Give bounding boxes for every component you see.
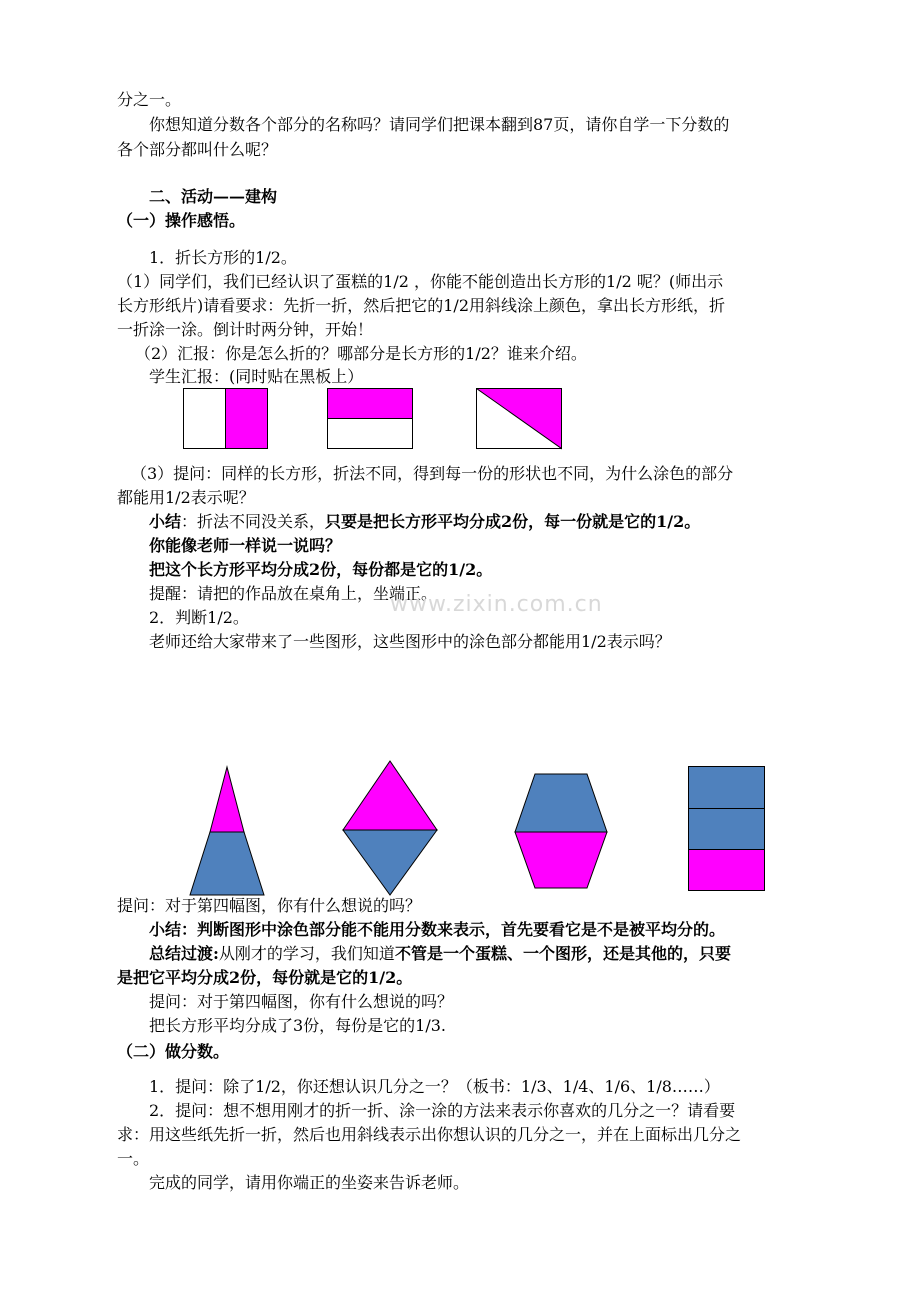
rhombus-figure [340,759,440,897]
summary-line: 小结：判断图形中涂色部分能不能用分数来表示，首先要看它是不是被平均分的。 [149,920,726,939]
text-line: 把长方形平均分成了3份，每份是它的1/3. [149,1016,447,1035]
text-line: 求：用这些纸先折一折，然后也用斜线表示出你想认识的几分之一，并在上面标出几分之 [117,1125,742,1144]
text-line: 都能用1/2表示呢？ [117,488,255,507]
text-line: 提问：对于第四幅图，你有什么想说的吗？ [117,896,422,915]
summary-bold-text: 只要是把长方形平均分成2份，每一份就是它的1/2。 [325,512,701,531]
text-line: 一。 [117,1149,150,1168]
text-line: 1．提问：除了1/2，你还想认识几分之一？（板书：1/3、1/4、1/6、1/8……） [149,1077,720,1096]
text-line: 提问：对于第四幅图，你有什么想说的吗？ [149,992,454,1011]
summary-label: 小结 [149,512,182,531]
summary-normal-text: ：折法不同没关系， [181,512,326,531]
section-heading: 二、活动——建构 [149,187,278,206]
rectangle-half-vertical-figure [183,388,269,450]
text-line: 完成的同学，请用你端正的坐姿来告诉老师。 [149,1173,470,1192]
rectangle-half-horizontal-figure [327,388,414,450]
text-line: 各个部分都叫什么呢？ [117,140,278,159]
text-line: 一折涂一涂。倒计时两分钟，开始！ [117,320,374,339]
step-title: 2．判断1/2。 [149,608,249,627]
subsection-heading: （二）做分数。 [117,1042,230,1061]
transition-line [117,942,837,966]
text-line: 把这个长方形平均分成2份，每份都是它的1/2。 [149,560,493,579]
watermark: www.zixin.com.cn [390,592,603,617]
text-line: 是把它平均分成2份，每份就是它的1/2。 [117,968,413,987]
transition-bold-text: 不管是一个蛋糕、一个图形，还是其他的，只要 [394,944,731,963]
triangle-figure [186,764,268,898]
text-line: 分之一。 [117,90,182,109]
hexagon-figure [511,770,611,890]
rectangle-thirds-figure [687,765,767,893]
transition-normal-text: 从刚才的学习，我们知道 [218,944,395,963]
text-line: 2．提问：想不想用刚才的折一折、涂一涂的方法来表示你喜欢的几分之一？请看要 [149,1101,736,1120]
text-line: 你能像老师一样说一说吗？ [149,536,342,555]
text-line: 老师还给大家带来了一些图形，这些图形中的涂色部分都能用1/2表示吗？ [149,632,671,651]
text-line: 提醒：请把的作品放在桌角上，坐端正。 [149,584,438,603]
text-line: （2）汇报：你是怎么折的？哪部分是长方形的1/2？谁来介绍。 [135,344,587,363]
transition-label: 总结过渡: [149,944,219,963]
text-line: 学生汇报：(同时贴在黑板上） [149,367,364,386]
step-title: 1．折长方形的1/2。 [149,248,297,267]
text-line: （3）提问：同样的长方形，折法不同，得到每一份的形状也不同，为什么涂色的部分 [131,464,734,483]
summary-line [117,510,837,534]
subsection-heading: （一）操作感悟。 [117,211,246,230]
text-line: 长方形纸片)请看要求：先折一折，然后把它的1/2用斜线涂上颜色，拿出长方形纸，折 [117,296,725,315]
rectangle-half-diagonal-figure [476,388,563,450]
text-line: （1）同学们，我们已经认识了蛋糕的1/2 ，你能不能创造出长方形的1/2 呢？(师出示 [117,272,724,291]
text-line: 你想知道分数各个部分的名称吗？请同学们把课本翻到87页，请你自学一下分数的 [149,115,730,134]
